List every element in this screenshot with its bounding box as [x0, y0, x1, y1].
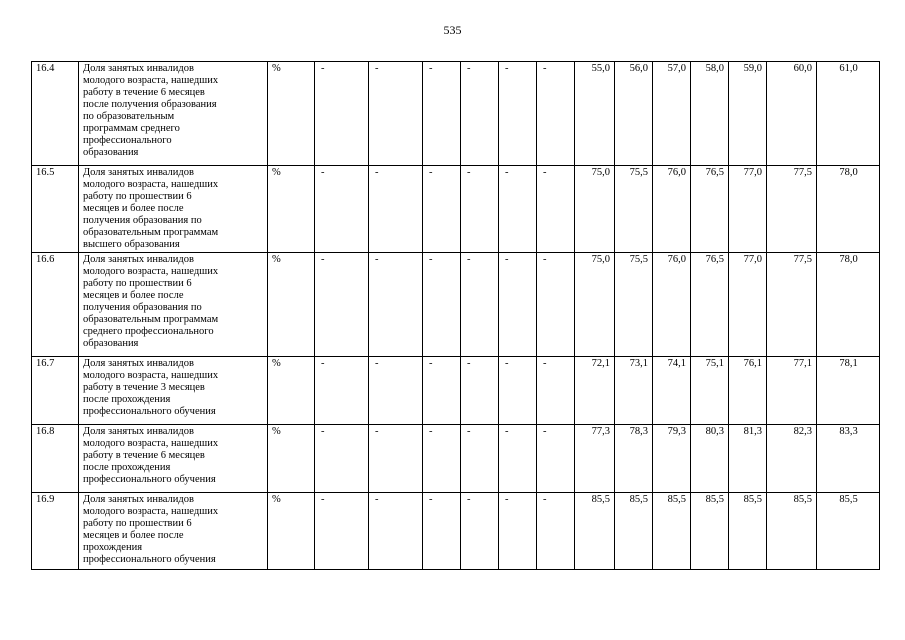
table-row — [32, 357, 880, 425]
empty-value-cell: - — [537, 253, 575, 357]
row-description: Доля занятых инвалидов молодого возраста, нашедших работу в течение 6 месяцев после прохождения профессионального обучения — [79, 425, 268, 493]
value-cell: 77,0 — [729, 166, 767, 253]
value-cell: 76,5 — [691, 253, 729, 357]
value-cell: 75,0 — [575, 253, 615, 357]
value-cell: 74,1 — [653, 357, 691, 425]
value-cell: 78,0 — [817, 253, 880, 357]
value-cell: 75,1 — [691, 357, 729, 425]
empty-value-cell: - — [423, 493, 461, 570]
empty-value-cell: - — [537, 166, 575, 253]
row-unit: % — [268, 425, 315, 493]
empty-value-cell: - — [499, 62, 537, 166]
empty-value-cell: - — [315, 253, 369, 357]
page-number: 535 — [443, 23, 462, 37]
row-unit: % — [268, 166, 315, 253]
row-id: 16.7 — [32, 357, 79, 425]
empty-value-cell: - — [499, 357, 537, 425]
value-cell: 85,5 — [729, 493, 767, 570]
empty-value-cell: - — [499, 493, 537, 570]
value-cell: 77,1 — [767, 357, 817, 425]
value-cell: 85,5 — [767, 493, 817, 570]
table-row — [32, 493, 880, 570]
value-cell: 76,0 — [653, 253, 691, 357]
value-cell: 78,0 — [817, 166, 880, 253]
value-cell: 76,5 — [691, 166, 729, 253]
empty-value-cell: - — [537, 425, 575, 493]
row-unit: % — [268, 357, 315, 425]
value-cell: 58,0 — [691, 62, 729, 166]
value-cell: 76,1 — [729, 357, 767, 425]
row-unit: % — [268, 253, 315, 357]
row-description: Доля занятых инвалидов молодого возраста, нашедших работу в течение 6 месяцев после получения образования по образовательным программам среднего профессионального образования — [79, 62, 268, 166]
indicator-table — [31, 61, 880, 570]
value-cell: 57,0 — [653, 62, 691, 166]
row-unit: % — [268, 62, 315, 166]
value-cell: 79,3 — [653, 425, 691, 493]
empty-value-cell: - — [315, 62, 369, 166]
value-cell: 75,5 — [615, 166, 653, 253]
empty-value-cell: - — [461, 166, 499, 253]
value-cell: 73,1 — [615, 357, 653, 425]
value-cell: 85,5 — [817, 493, 880, 570]
value-cell: 61,0 — [817, 62, 880, 166]
row-id: 16.4 — [32, 62, 79, 166]
value-cell: 77,0 — [729, 253, 767, 357]
empty-value-cell: - — [499, 425, 537, 493]
empty-value-cell: - — [461, 425, 499, 493]
value-cell: 60,0 — [767, 62, 817, 166]
empty-value-cell: - — [315, 425, 369, 493]
value-cell: 81,3 — [729, 425, 767, 493]
value-cell: 85,5 — [653, 493, 691, 570]
row-description: Доля занятых инвалидов молодого возраста, нашедших работу в течение 3 месяцев после прохождения профессионального обучения — [79, 357, 268, 425]
row-id: 16.6 — [32, 253, 79, 357]
empty-value-cell: - — [537, 62, 575, 166]
row-description: Доля занятых инвалидов молодого возраста, нашедших работу по прошествии 6 месяцев и более после прохождения профессионального обучения — [79, 493, 268, 570]
value-cell: 80,3 — [691, 425, 729, 493]
value-cell: 77,3 — [575, 425, 615, 493]
row-id: 16.9 — [32, 493, 79, 570]
empty-value-cell: - — [423, 62, 461, 166]
value-cell: 76,0 — [653, 166, 691, 253]
table-row — [32, 253, 880, 357]
value-cell: 82,3 — [767, 425, 817, 493]
table-row — [32, 166, 880, 253]
value-cell: 75,0 — [575, 166, 615, 253]
empty-value-cell: - — [369, 493, 423, 570]
empty-value-cell: - — [369, 357, 423, 425]
row-description: Доля занятых инвалидов молодого возраста, нашедших работу по прошествии 6 месяцев и более после получения образования по образовательным программам среднего профессионального образования — [79, 253, 268, 357]
value-cell: 75,5 — [615, 253, 653, 357]
empty-value-cell: - — [369, 425, 423, 493]
empty-value-cell: - — [461, 62, 499, 166]
row-id: 16.8 — [32, 425, 79, 493]
table-row — [32, 425, 880, 493]
row-unit: % — [268, 493, 315, 570]
value-cell: 77,5 — [767, 253, 817, 357]
row-description: Доля занятых инвалидов молодого возраста, нашедших работу по прошествии 6 месяцев и более после получения образования по образовательным программам высшего образования — [79, 166, 268, 253]
value-cell: 55,0 — [575, 62, 615, 166]
value-cell: 59,0 — [729, 62, 767, 166]
value-cell: 85,5 — [615, 493, 653, 570]
empty-value-cell: - — [461, 493, 499, 570]
table-row — [32, 62, 880, 166]
value-cell: 77,5 — [767, 166, 817, 253]
empty-value-cell: - — [423, 425, 461, 493]
empty-value-cell: - — [315, 493, 369, 570]
table-body — [32, 62, 880, 570]
empty-value-cell: - — [369, 166, 423, 253]
empty-value-cell: - — [423, 357, 461, 425]
value-cell: 56,0 — [615, 62, 653, 166]
empty-value-cell: - — [461, 357, 499, 425]
empty-value-cell: - — [537, 357, 575, 425]
empty-value-cell: - — [499, 166, 537, 253]
empty-value-cell: - — [461, 253, 499, 357]
empty-value-cell: - — [315, 166, 369, 253]
value-cell: 85,5 — [575, 493, 615, 570]
empty-value-cell: - — [537, 493, 575, 570]
empty-value-cell: - — [369, 62, 423, 166]
value-cell: 83,3 — [817, 425, 880, 493]
value-cell: 72,1 — [575, 357, 615, 425]
value-cell: 78,3 — [615, 425, 653, 493]
empty-value-cell: - — [499, 253, 537, 357]
empty-value-cell: - — [423, 166, 461, 253]
value-cell: 78,1 — [817, 357, 880, 425]
value-cell: 85,5 — [691, 493, 729, 570]
empty-value-cell: - — [423, 253, 461, 357]
empty-value-cell: - — [315, 357, 369, 425]
row-id: 16.5 — [32, 166, 79, 253]
empty-value-cell: - — [369, 253, 423, 357]
